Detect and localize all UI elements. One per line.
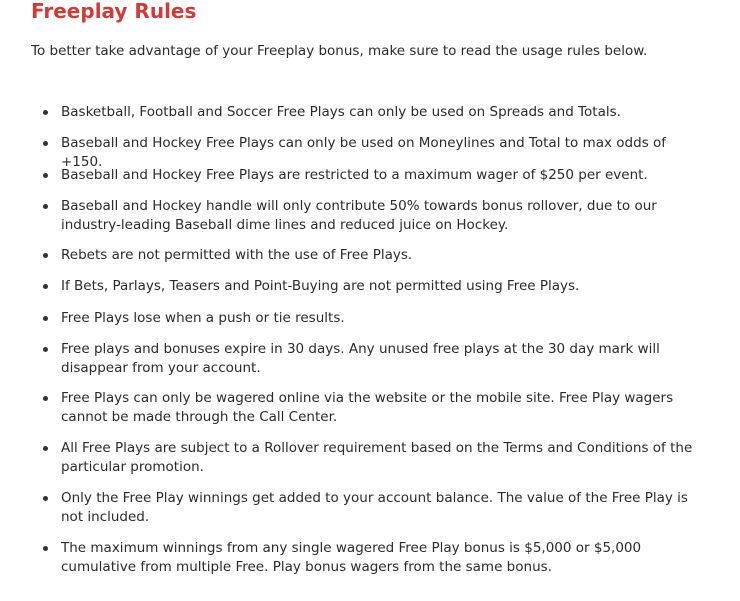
page-title: Freeplay Rules: [31, 0, 197, 23]
rule-text: Rebets are not permitted with the use of Free Plays.: [61, 247, 413, 263]
rule-text: Only the Free Play winnings get added to your account balance. The value of the Free Play is not included.: [61, 490, 688, 525]
rule-text: Baseball and Hockey Free Plays can only be used on Moneylines and Total to max odds of +150.: [61, 135, 667, 170]
rule-item: [43, 439, 708, 477]
bullet-icon: [43, 496, 48, 501]
rule-item: [43, 197, 708, 235]
bullet-icon: [43, 284, 48, 289]
rule-text: Baseball and Hockey Free Plays are restricted to a maximum wager of $250 per event.: [61, 167, 648, 183]
bullet-icon: [43, 253, 48, 258]
rule-text: Baseball and Hockey handle will only contribute 50% towards bonus rollover, due to our industry-leading Baseball dime lines and reduced juice on Hockey.: [61, 198, 657, 233]
bullet-icon: [43, 110, 48, 115]
rule-text: The maximum winnings from any single wagered Free Play bonus is $5,000 or $5,000 cumulative from multiple Free. Play bonus wagers from the same bonus.: [61, 540, 642, 575]
rule-item: [43, 277, 708, 296]
bullet-icon: [43, 446, 48, 451]
rule-item: [43, 309, 708, 328]
rule-text: Free plays and bonuses expire in 30 days. Any unused free plays at the 30 day mark will disappear from your account.: [61, 341, 660, 376]
rule-item: [43, 166, 708, 185]
bullet-icon: [43, 141, 48, 146]
bullet-icon: [43, 546, 48, 551]
rule-text: All Free Plays are subject to a Rollover requirement based on the Terms and Conditions of the particular promotion.: [61, 440, 693, 475]
rule-text: Basketball, Football and Soccer Free Plays can only be used on Spreads and Totals.: [61, 104, 621, 120]
rule-item: [43, 539, 708, 577]
bullet-icon: [43, 347, 48, 352]
rule-item: [43, 389, 708, 427]
rule-item: [43, 246, 708, 265]
intro-text: To better take advantage of your Freeplay bonus, make sure to read the usage rules below.: [31, 43, 648, 59]
rule-text: Free Plays can only be wagered online via the website or the mobile site. Free Play wagers cannot be made through the Call Center.: [61, 390, 674, 425]
bullet-icon: [43, 173, 48, 178]
bullet-icon: [43, 204, 48, 209]
bullet-icon: [43, 316, 48, 321]
rule-item: [43, 489, 708, 527]
rule-text: Free Plays lose when a push or tie results.: [61, 310, 345, 326]
rule-item: [43, 340, 708, 378]
rule-text: If Bets, Parlays, Teasers and Point-Buying are not permitted using Free Plays.: [61, 278, 580, 294]
rule-item: [43, 103, 708, 122]
bullet-icon: [43, 396, 48, 401]
